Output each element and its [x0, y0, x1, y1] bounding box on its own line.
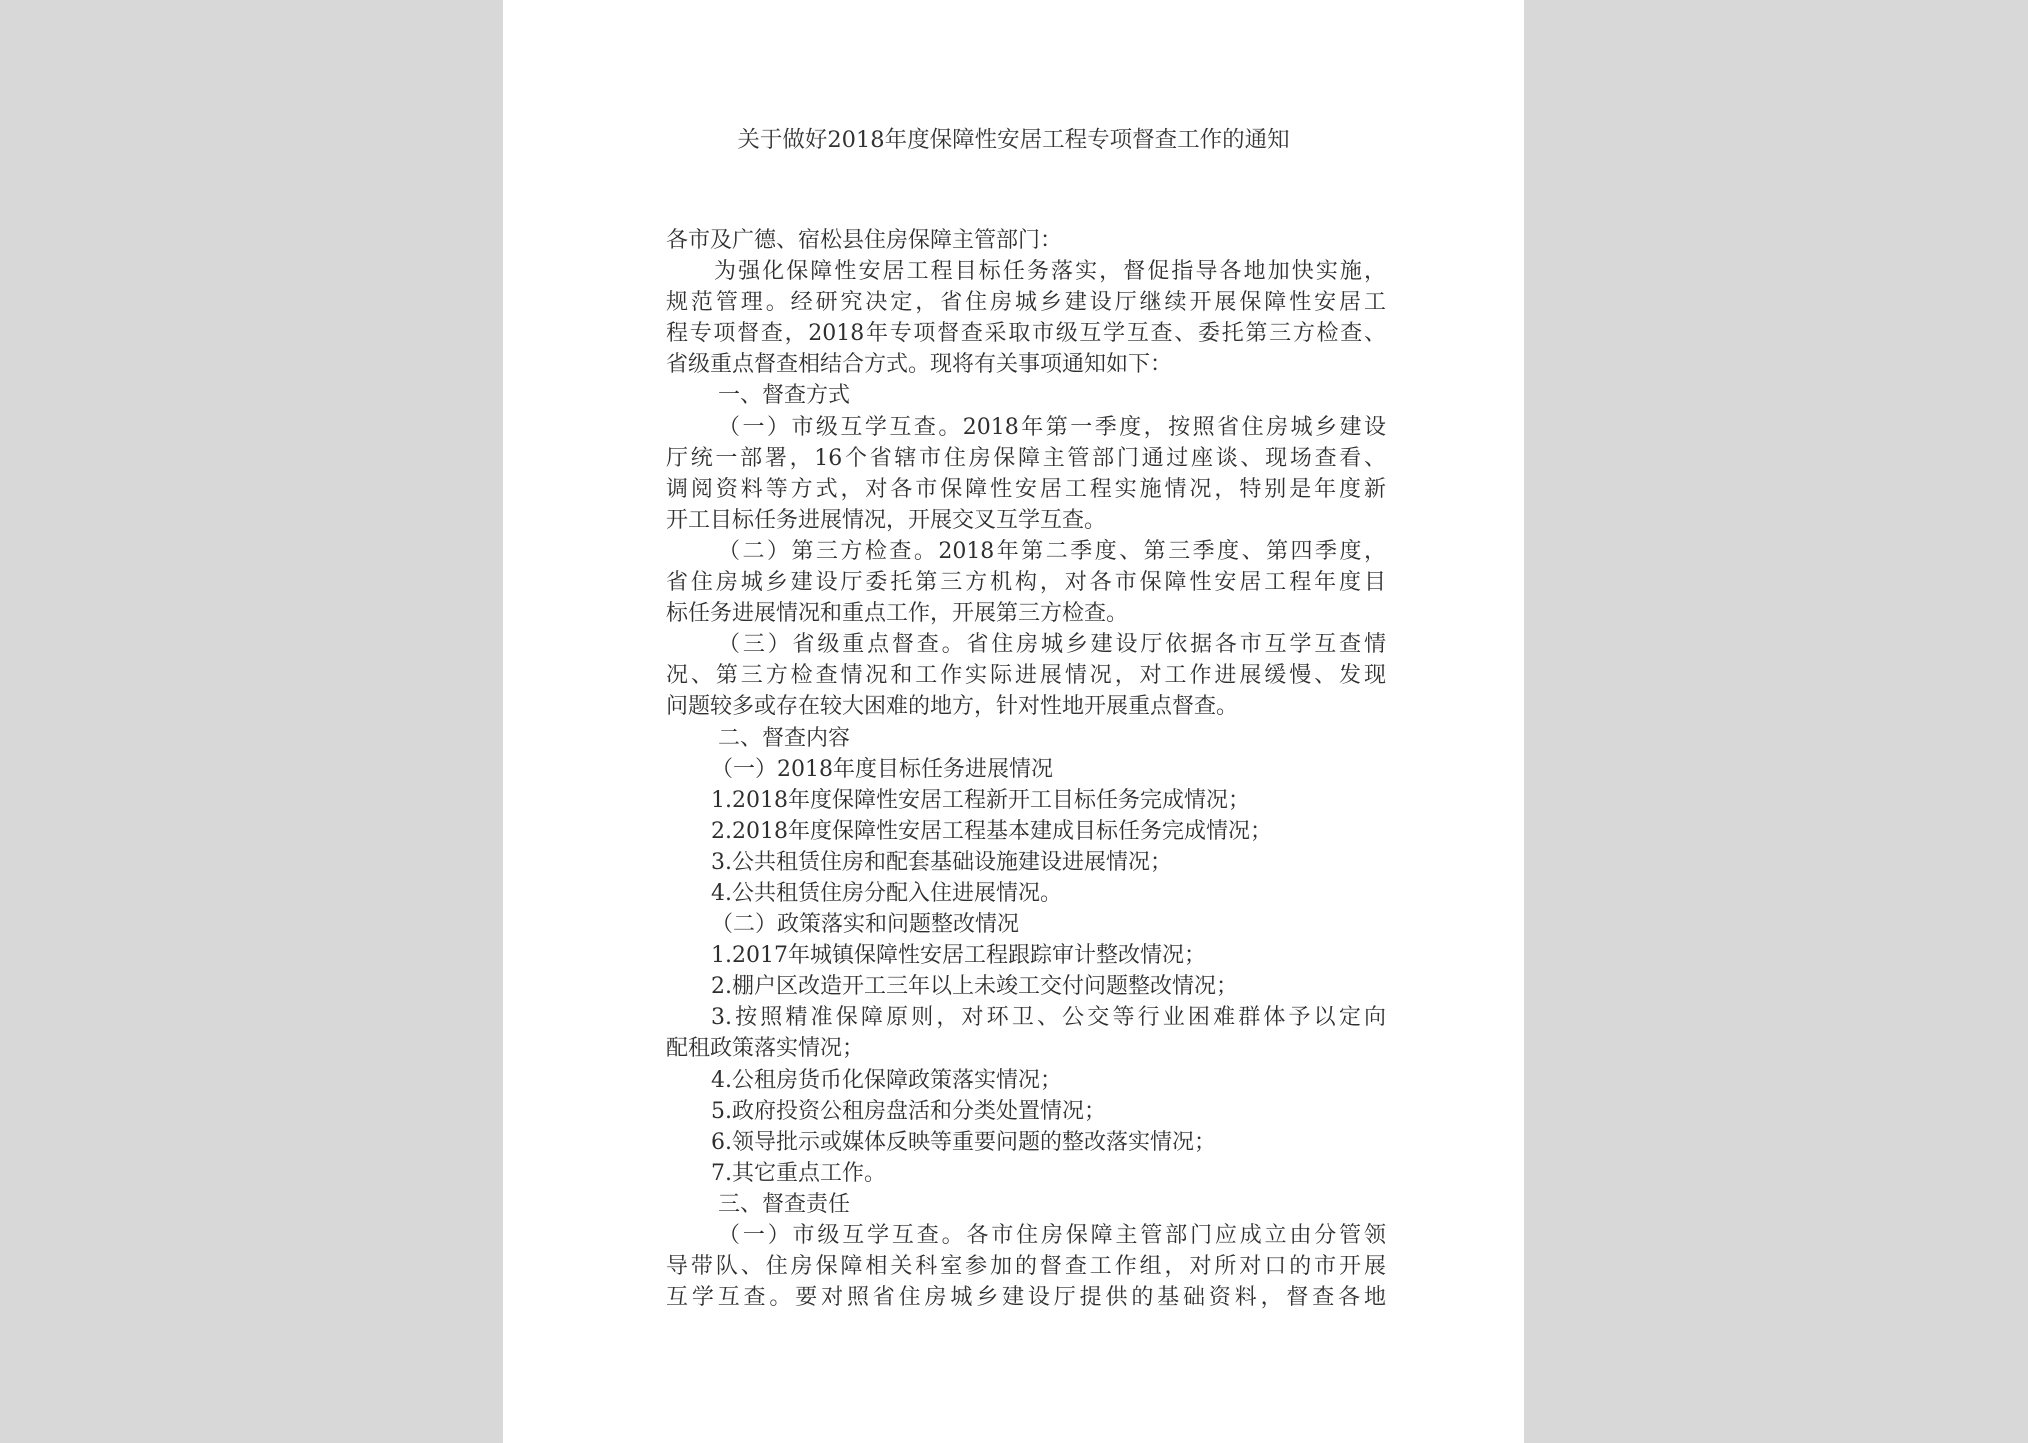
- body-line: 配租政策落实情况；: [666, 1036, 865, 1062]
- body-line: 互学互查。要对照省住房城乡建设厅提供的基础资料，督查各地: [666, 1285, 1386, 1311]
- body-line: 1.2018年度保障性安居工程新开工目标任务完成情况；: [711, 787, 1250, 813]
- body-line: 开工目标任务进展情况，开展交叉互学互查。: [666, 507, 1107, 533]
- document-title: 关于做好2018年度保障性安居工程专项督查工作的通知: [737, 127, 1290, 153]
- body-line: 标任务进展情况和重点工作，开展第三方检查。: [666, 601, 1129, 627]
- body-line: 2.2018年度保障性安居工程基本建成目标任务完成情况；: [711, 818, 1272, 844]
- body-line: （一）市级互学互查。2018年第一季度，按照省住房城乡建设: [718, 414, 1386, 440]
- body-line: 况、第三方检查情况和工作实际进展情况，对工作进展缓慢、发现: [666, 663, 1386, 689]
- body-line: 厅统一部署，16个省辖市住房保障主管部门通过座谈、现场查看、: [666, 445, 1386, 471]
- body-line: 3.公共租赁住房和配套基础设施建设进展情况；: [711, 849, 1172, 875]
- document-body: [666, 225, 1386, 1313]
- body-line: 问题较多或存在较大困难的地方，针对性地开展重点督查。: [666, 694, 1239, 720]
- body-line: 4.公租房货币化保障政策落实情况；: [711, 1067, 1062, 1093]
- body-line: （二）第三方检查。2018年第二季度、第三季度、第四季度，: [718, 538, 1386, 564]
- body-line: 省住房城乡建设厅委托第三方机构，对各市保障性安居工程年度目: [666, 570, 1386, 596]
- document-page: [503, 0, 1524, 1443]
- body-line: 二、督查内容: [718, 725, 851, 751]
- body-line: 3.按照精准保障原则，对环卫、公交等行业困难群体予以定向: [711, 1005, 1386, 1031]
- body-line: （一）2018年度目标任务进展情况: [711, 756, 1053, 782]
- body-line: 规范管理。经研究决定，省住房城乡建设厅继续开展保障性安居工: [666, 290, 1386, 316]
- body-line: （二）政策落实和问题整改情况: [711, 912, 1020, 938]
- body-line: 4.公共租赁住房分配入住进展情况。: [711, 880, 1062, 906]
- body-line: 为强化保障性安居工程目标任务落实，督促指导各地加快实施，: [714, 259, 1386, 285]
- body-line: 2.棚户区改造开工三年以上未竣工交付问题整改情况；: [711, 974, 1238, 1000]
- body-line: （三）省级重点督查。省住房城乡建设厅依据各市互学互查情: [718, 632, 1386, 658]
- body-line: 7.其它重点工作。: [711, 1160, 886, 1186]
- body-line: 6.领导批示或媒体反映等重要问题的整改落实情况；: [711, 1129, 1216, 1155]
- body-line: 调阅资料等方式，对各市保障性安居工程实施情况，特别是年度新: [666, 476, 1386, 502]
- body-line: （一）市级互学互查。各市住房保障主管部门应成立由分管领: [718, 1223, 1386, 1248]
- body-line: 5.政府投资公租房盘活和分类处置情况；: [711, 1098, 1106, 1124]
- body-line: 省级重点督查相结合方式。现将有关事项通知如下：: [666, 352, 1173, 378]
- body-line: 三、督查责任: [718, 1191, 851, 1217]
- body-line: 1.2017年城镇保障性安居工程跟踪审计整改情况；: [711, 943, 1206, 969]
- body-line: 各市及广德、宿松县住房保障主管部门：: [666, 228, 1063, 253]
- body-line: 导带队、住房保障相关科室参加的督查工作组，对所对口的市开展: [666, 1254, 1386, 1280]
- body-line: 程专项督查，2018年专项督查采取市级互学互查、委托第三方检查、: [666, 321, 1386, 347]
- body-line: 一、督查方式: [718, 383, 851, 409]
